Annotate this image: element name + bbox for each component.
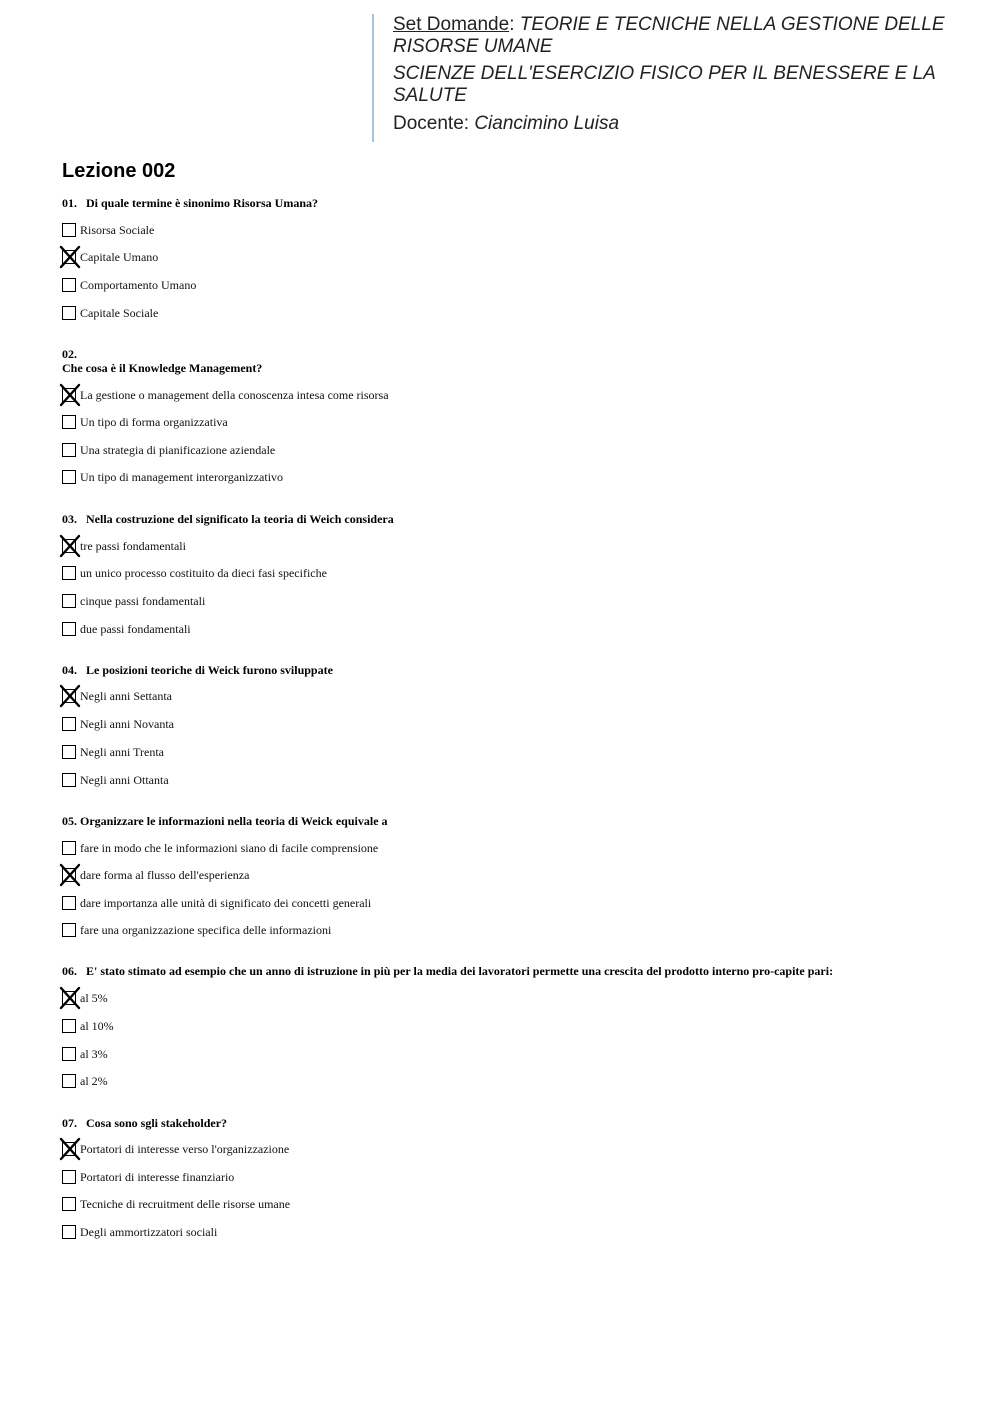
- question-title: [62, 512, 394, 526]
- checkbox[interactable]: [62, 1074, 76, 1088]
- option-label: Un tipo di forma organizzativa: [80, 415, 228, 429]
- docente-line: [393, 113, 972, 135]
- checkbox[interactable]: [62, 306, 76, 320]
- option-label: Capitale Umano: [80, 250, 159, 264]
- question-text: Organizzare le informazioni nella teoria di Weick equivale a: [80, 814, 388, 828]
- question-title: [62, 196, 318, 210]
- option-label: tre passi fondamentali: [80, 539, 186, 553]
- option-label: Negli anni Ottanta: [80, 773, 169, 787]
- checkbox[interactable]: [62, 622, 76, 636]
- option-label: Un tipo di management interorganizzativo: [80, 470, 284, 484]
- option-label: fare una organizzazione specifica delle informazioni: [80, 923, 332, 937]
- question-number: 06.: [62, 964, 77, 978]
- option-label: fare in modo che le informazioni siano di facile comprensione: [80, 841, 379, 855]
- selected-x-mark-icon: [59, 684, 81, 708]
- checkbox[interactable]: [62, 1225, 76, 1239]
- checkbox[interactable]: [62, 566, 76, 580]
- question-text: Le posizioni teoriche di Weick furono sviluppate: [86, 663, 333, 677]
- checkbox[interactable]: [62, 443, 76, 457]
- option-label: Capitale Sociale: [80, 306, 159, 320]
- checkbox[interactable]: [62, 745, 76, 759]
- course-title-2: SCIENZE DELL'ESERCIZIO FISICO PER IL BENESSERE E LA SALUTE: [393, 63, 936, 106]
- checkbox[interactable]: [62, 1019, 76, 1033]
- checkbox[interactable]: [62, 1197, 76, 1211]
- question-number: 04.: [62, 663, 77, 677]
- course-title-1: TEORIE E TECNICHE NELLA GESTIONE DELLE RISORSE UMANE: [393, 14, 945, 57]
- option-label: Portatori di interesse verso l'organizzazione: [80, 1142, 290, 1156]
- option-label: cinque passi fondamentali: [80, 594, 206, 608]
- checkbox[interactable]: [62, 223, 76, 237]
- option-label: Una strategia di pianificazione aziendale: [80, 443, 276, 457]
- question-text: Che cosa è il Knowledge Management?: [62, 361, 263, 375]
- checkbox[interactable]: [62, 773, 76, 787]
- selected-x-mark-icon: [59, 863, 81, 887]
- docente-name: Ciancimino Luisa: [474, 113, 620, 134]
- option-label: al 10%: [80, 1019, 114, 1033]
- checkbox[interactable]: [62, 1047, 76, 1061]
- set-label: Set Domande: [393, 14, 510, 35]
- option-label: Risorsa Sociale: [80, 223, 155, 237]
- selected-x-mark-icon: [59, 245, 81, 269]
- option-label: Comportamento Umano: [80, 278, 197, 292]
- question-title: [62, 964, 833, 978]
- option-label: Negli anni Novanta: [80, 717, 174, 731]
- checkbox[interactable]: [62, 278, 76, 292]
- set-line: [393, 14, 972, 58]
- document-header: [372, 14, 972, 142]
- checkbox[interactable]: [62, 923, 76, 937]
- option-label: dare importanza alle unità di significato dei concetti generali: [80, 896, 372, 910]
- option-label: due passi fondamentali: [80, 622, 191, 636]
- option-label: Portatori di interesse finanziario: [80, 1170, 235, 1184]
- set-colon: :: [509, 14, 515, 35]
- question-text: E' stato stimato ad esempio che un anno di istruzione in più per la media dei lavoratori permette una crescita del prodotto interno pro-capite pari:: [86, 964, 834, 978]
- question-title: [62, 814, 388, 828]
- option-label: dare forma al flusso dell'esperienza: [80, 868, 250, 882]
- option-label: La gestione o management della conoscenza intesa come risorsa: [80, 388, 389, 402]
- option-label: Tecniche di recruitment delle risorse umane: [80, 1197, 291, 1211]
- lesson-title: Lezione 002: [62, 160, 176, 182]
- selected-x-mark-icon: [59, 534, 81, 558]
- option-label: al 5%: [80, 991, 108, 1005]
- option-label: al 2%: [80, 1074, 108, 1088]
- question-title: [62, 347, 262, 375]
- checkbox[interactable]: [62, 717, 76, 731]
- docente-label: Docente:: [393, 113, 470, 134]
- question-number: 01.: [62, 196, 77, 210]
- checkbox[interactable]: [62, 594, 76, 608]
- option-label: Negli anni Settanta: [80, 689, 172, 703]
- checkbox[interactable]: [62, 1170, 76, 1184]
- checkbox[interactable]: [62, 841, 76, 855]
- question-title: [62, 663, 333, 677]
- option-label: Negli anni Trenta: [80, 745, 164, 759]
- checkbox[interactable]: [62, 415, 76, 429]
- option-label: un unico processo costituito da dieci fasi specifiche: [80, 566, 327, 580]
- checkbox[interactable]: [62, 470, 76, 484]
- question-number: 05.: [62, 814, 77, 828]
- selected-x-mark-icon: [59, 986, 81, 1010]
- checkbox[interactable]: [62, 896, 76, 910]
- option-label: Degli ammortizzatori sociali: [80, 1225, 218, 1239]
- question-text: Di quale termine è sinonimo Risorsa Umana?: [86, 196, 318, 210]
- question-title: [62, 1116, 227, 1130]
- selected-x-mark-icon: [59, 1137, 81, 1161]
- question-text: Nella costruzione del significato la teoria di Weich considera: [86, 512, 394, 526]
- question-number: 03.: [62, 512, 77, 526]
- option-label: al 3%: [80, 1047, 108, 1061]
- question-number: 07.: [62, 1116, 77, 1130]
- question-number: 02.: [62, 347, 77, 361]
- question-text: Cosa sono sgli stakeholder?: [86, 1116, 228, 1130]
- selected-x-mark-icon: [59, 383, 81, 407]
